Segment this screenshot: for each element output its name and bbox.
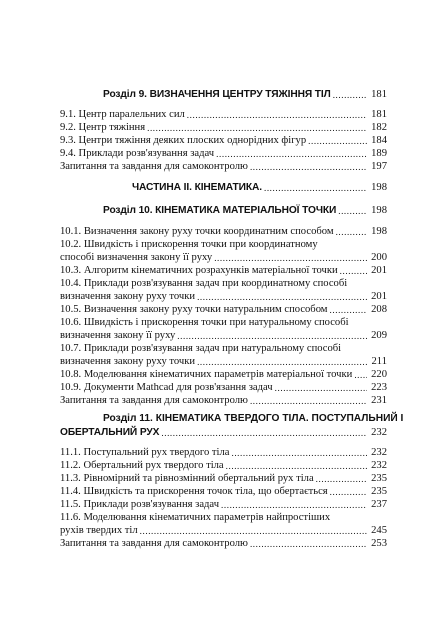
toc-entry [0,147,445,161]
page-number: 235 [371,486,387,497]
toc-entry [0,498,445,512]
leader-dots [226,460,367,472]
leader-dots [264,182,367,194]
entry-title: 11.1. Поступальний рух твердого тіла [60,447,230,458]
page-number: 200 [371,252,387,263]
toc-entry [0,264,445,278]
leader-dots [316,473,367,485]
entry-title: 9.3. Центри тяжіння деяких плоских однорідних фігур [60,135,307,146]
entry-title: 9.1. Центр паралельних сил [60,109,185,120]
page-number: 181 [371,89,387,100]
entry-title: 10.4. Приклади розв'язування задач при координатному способі [60,278,348,289]
leader-dots [161,427,367,439]
leader-dots [330,304,367,316]
entry-title: Запитання та завдання для самоконтролю [60,161,248,172]
toc-entry [0,368,445,382]
leader-dots [340,265,367,277]
page-number: 184 [371,135,387,146]
entry-title: 10.5. Визначення закону руху точки натуральним способом [60,304,328,315]
leader-dots [177,330,367,342]
leader-dots [197,291,367,303]
page-number: 198 [371,182,387,193]
entry-title: 10.6. Швидкість і прискорення точки при натуральному способі [60,317,349,328]
chapter-title-continued: ОБЕРТАЛЬНИЙ РУХ [60,427,160,438]
page-number: 209 [371,330,387,341]
toc-entry [0,134,445,148]
page-number: 182 [371,122,387,133]
toc-chapter-heading [0,204,445,218]
page-number: 201 [371,291,387,302]
leader-dots [333,89,367,101]
entry-title: 9.2. Центр тяжіння [60,122,146,133]
entry-title: 10.3. Алгоритм кінематичних розрахунків матеріальної точки [60,265,338,276]
toc-entry [0,537,445,551]
toc-entry [0,446,445,460]
page-number: 220 [371,369,387,380]
toc-chapter-heading [0,88,445,102]
entry-title: Запитання та завдання для самоконтролю [60,538,248,549]
leader-dots [250,538,367,550]
leader-dots [216,148,367,160]
toc-entry [0,316,445,343]
leader-dots [308,135,367,147]
page-number: 245 [371,525,387,536]
entry-title: 11.2. Обертальний рух твердого тіла [60,460,224,471]
entry-title: 11.5. Приклади розв'язування задач [60,499,220,510]
toc-entry [0,238,445,265]
page-number: 211 [371,356,387,367]
page-number: 235 [371,473,387,484]
page-number: 253 [371,538,387,549]
toc-entry [0,303,445,317]
entry-title: 10.7. Приклади розв'язування задач при натуральному способі [60,343,342,354]
leader-dots [336,226,367,238]
leader-dots [221,499,367,511]
entry-title-continued: рухів твердих тіл [60,525,138,536]
page-number: 208 [371,304,387,315]
page-number: 223 [371,382,387,393]
entry-title: 9.4. Приклади розв'язування задач [60,148,215,159]
part-title: ЧАСТИНА ІІ. КІНЕМАТИКА. [132,182,262,193]
leader-dots [187,109,367,121]
entry-title-continued: визначення закону руху точки [60,356,196,367]
toc-chapter-heading [0,412,445,440]
leader-dots [214,252,367,264]
leader-dots [231,447,367,459]
leader-dots [147,122,367,134]
toc-entry [0,108,445,122]
toc-entry [0,160,445,174]
page-number: 201 [371,265,387,276]
toc-entry [0,394,445,408]
toc-entry [0,277,445,304]
entry-title-continued: способі визначення закону її руху [60,252,213,263]
toc-entry [0,472,445,486]
chapter-title: Розділ 10. КІНЕМАТИКА МАТЕРІАЛЬНОЇ ТОЧКИ [103,205,337,216]
page-number: 197 [371,161,387,172]
toc-entry [0,381,445,395]
toc-entry [0,121,445,135]
leader-dots [330,486,367,498]
entry-title: Запитання та завдання для самоконтролю [60,395,248,406]
toc-part-heading [0,181,445,195]
entry-title: 11.4. Швидкість та прискорення точок тіла, що обертається [60,486,328,497]
toc-entry [0,511,445,538]
page-number: 232 [371,447,387,458]
toc-entry [0,225,445,239]
leader-dots [197,356,367,368]
entry-title: 10.9. Документи Mathcad для розв'язання задач [60,382,273,393]
chapter-title: Розділ 11. КІНЕМАТИКА ТВЕРДОГО ТІЛА. ПОСТУПАЛЬНИЙ І [103,413,404,424]
entry-title-continued: визначення закону її руху [60,330,176,341]
leader-dots [250,395,367,407]
page-number: 232 [371,460,387,471]
entry-title-continued: визначення закону руху точки [60,291,196,302]
toc-entry [0,342,445,369]
entry-title: 11.3. Рівномірний та рівнозмінний обертальний рух тіла [60,473,314,484]
leader-dots [275,382,367,394]
page-number: 189 [371,148,387,159]
toc-entry [0,459,445,473]
entry-title: 10.2. Швидкість і прискорення точки при координатному [60,239,318,250]
entry-title: 10.1. Визначення закону руху точки координатним способом [60,226,334,237]
page-number: 198 [371,226,387,237]
leader-dots [250,161,367,173]
page-number: 198 [371,205,387,216]
page-number: 232 [371,427,387,438]
leader-dots [354,369,367,381]
chapter-title: Розділ 9. ВИЗНАЧЕННЯ ЦЕНТРУ ТЯЖІННЯ ТІЛ [103,89,331,100]
leader-dots [338,205,367,217]
entry-title: 10.8. Моделювання кінематичних параметрів матеріальної точки [60,369,353,380]
leader-dots [140,525,367,537]
page-number: 231 [371,395,387,406]
toc-entry [0,485,445,499]
entry-title: 11.6. Моделювання кінематичних параметрів найпростіших [60,512,331,523]
page-number: 237 [371,499,387,510]
page-number: 181 [371,109,387,120]
